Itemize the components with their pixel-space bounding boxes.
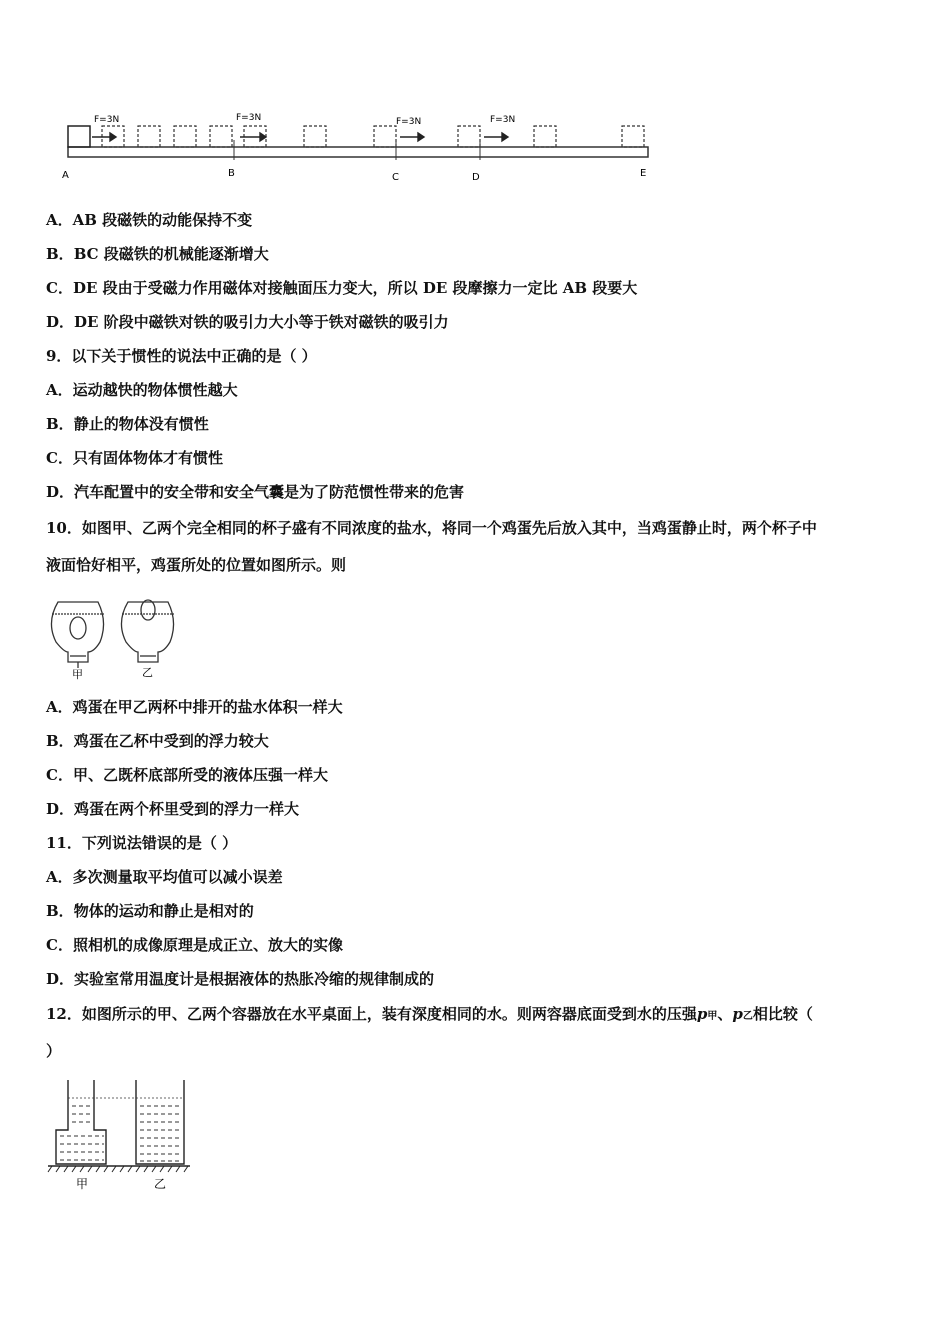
- egg-cups-figure: [44, 592, 184, 682]
- q9-option-d: D．汽车配置中的安全带和安全气囊是为了防范惯性带来的危害: [46, 483, 465, 501]
- container-label-jia: 甲: [76, 1177, 89, 1191]
- egg-yi: [141, 600, 155, 620]
- q12-stem-line2: ）: [46, 1042, 62, 1060]
- containers-figure: [44, 1074, 194, 1194]
- table-hatching: [48, 1166, 188, 1172]
- force-label-3: F=3N: [396, 117, 422, 127]
- magnet-track-figure: [60, 110, 670, 188]
- magnet-block: [68, 126, 90, 147]
- point-a: A: [62, 170, 69, 181]
- q11-option-c: C．照相机的成像原理是成正立、放大的实像: [46, 936, 343, 954]
- egg-cups-svg: [44, 592, 184, 682]
- force-arrows: [92, 133, 508, 141]
- containers-svg: [44, 1074, 194, 1194]
- cup-label-jia: 甲: [72, 668, 83, 681]
- cup-label-yi: 乙: [142, 666, 153, 679]
- q10-option-d: D．鸡蛋在两个杯里受到的浮力一样大: [46, 800, 300, 818]
- cup-yi: [121, 602, 173, 662]
- q8-option-d: D．DE 阶段中磁铁对铁的吸引力大小等于铁对磁铁的吸引力: [46, 313, 449, 331]
- q12-stem-line1: 12．如图所示的甲、乙两个容器放在水平桌面上，装有深度相同的水。则两容器底面受到水的压强p甲、p乙相比较（: [46, 1005, 813, 1023]
- water-dashes: [60, 1106, 182, 1161]
- force-label-1: F=3N: [94, 115, 120, 125]
- q11-option-a: A．多次测量取平均值可以减小误差: [46, 868, 283, 886]
- q9-option-c: C．只有固体物体才有惯性: [46, 449, 223, 467]
- q8-option-c: C．DE 段由于受磁力作用磁体对接触面压力变大，所以 DE 段摩擦力一定比 AB 段要大: [46, 279, 638, 297]
- cup-jia: [51, 602, 103, 662]
- q11-option-b: B．物体的运动和静止是相对的: [46, 902, 254, 920]
- magnet-trail: [102, 126, 644, 147]
- force-label-2: F=3N: [236, 113, 262, 123]
- q11-option-d: D．实验室常用温度计是根据液体的热胀冷缩的规律制成的: [46, 970, 435, 988]
- q9-option-a: A．运动越快的物体惯性越大: [46, 381, 238, 399]
- q10-stem-line1: 10．如图甲、乙两个完全相同的杯子盛有不同浓度的盐水，将同一个鸡蛋先后放入其中，当鸡蛋静止时，两个杯子中: [46, 519, 817, 537]
- q10-stem-line2: 液面恰好相平，鸡蛋所处的位置如图所示。则: [46, 556, 347, 574]
- force-label-4: F=3N: [490, 115, 516, 125]
- q8-option-a: A．AB 段磁铁的动能保持不变: [46, 211, 253, 229]
- q10-option-a: A．鸡蛋在甲乙两杯中排开的盐水体积一样大: [46, 698, 343, 716]
- egg-jia: [70, 617, 86, 639]
- point-b: B: [228, 168, 235, 179]
- point-d: D: [472, 172, 480, 183]
- q11-stem: 11．下列说法错误的是（ ）: [46, 834, 238, 852]
- q9-option-b: B．静止的物体没有惯性: [46, 415, 209, 433]
- q10-option-c: C．甲、乙既杯底部所受的液体压强一样大: [46, 766, 328, 784]
- magnet-track-svg: [60, 110, 670, 188]
- point-e: E: [640, 168, 647, 179]
- q10-option-b: B．鸡蛋在乙杯中受到的浮力较大: [46, 732, 269, 750]
- q8-option-b: B．BC 段磁铁的机械能逐渐增大: [46, 245, 269, 263]
- track-bar: [68, 147, 648, 157]
- container-label-yi: 乙: [154, 1177, 167, 1191]
- q9-stem: 9．以下关于惯性的说法中正确的是（ ）: [46, 347, 317, 365]
- point-c: C: [392, 172, 399, 183]
